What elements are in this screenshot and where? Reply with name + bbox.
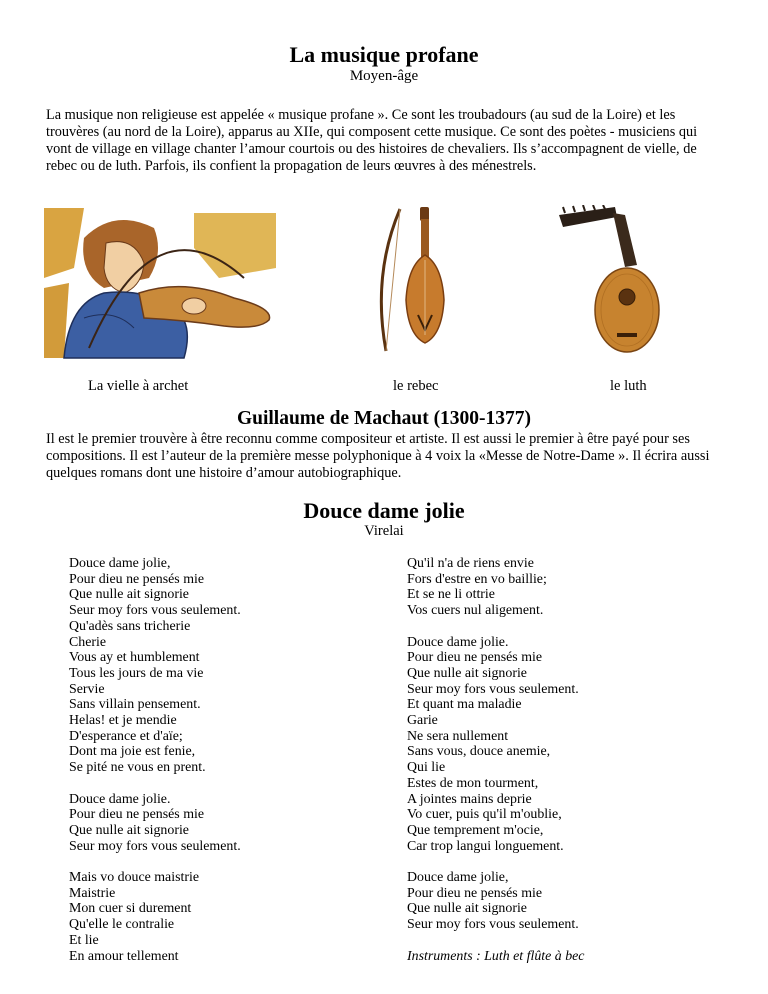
- lyric-line: Qu'elle le contralie: [69, 917, 175, 933]
- lyric-line: Estes de mon tourment,: [407, 775, 539, 791]
- caption-vielle: La vielle à archet: [88, 378, 189, 394]
- lyric-line: Pour dieu ne pensés mie: [407, 885, 543, 901]
- lyric-line: En amour tellement: [69, 948, 179, 964]
- lyric-line: Qui lie: [407, 760, 446, 776]
- lyric-line: Mais vo douce maistrie: [69, 870, 200, 886]
- page-title: La musique profane: [289, 42, 479, 67]
- lyric-line: Que nulle ait signorie: [407, 901, 527, 917]
- machaut-title: Guillaume de Machaut (1300-1377): [236, 408, 532, 429]
- lyric-line: Et lie: [69, 932, 99, 948]
- lyric-line: Vous ay et humblement: [69, 650, 200, 666]
- lyric-line: Helas! et je mendie: [69, 713, 177, 729]
- lyric-line: Qu'il n'a de riens envie: [407, 556, 534, 571]
- page-subtitle: Moyen-âge: [349, 68, 419, 84]
- lyrics-left-column: [69, 556, 241, 980]
- lyric-line: Seur moy fors vous seulement.: [69, 838, 241, 854]
- lyric-line: Qu'adès sans tricherie: [69, 618, 191, 634]
- stanza: [407, 870, 584, 933]
- lyric-line: Sans villain pensement.: [69, 697, 201, 713]
- song-title: Douce dame jolie: [303, 498, 465, 523]
- lyric-line: Pour dieu ne pensés mie: [69, 571, 205, 587]
- song-subtitle: Virelai: [364, 523, 404, 539]
- lyric-line: A jointes mains deprie: [407, 791, 532, 807]
- lyric-line: Pour dieu ne pensés mie: [407, 650, 543, 666]
- lyric-line: Seur moy fors vous seulement.: [407, 917, 579, 933]
- lyrics-right-column: [407, 556, 584, 980]
- instruments-note-text: Instruments : Luth et flûte à bec: [407, 948, 585, 964]
- instruments-note: [407, 949, 584, 965]
- lyric-line: Pour dieu ne pensés mie: [69, 807, 205, 823]
- lyric-line: Dont ma joie est fenie,: [69, 744, 196, 760]
- lyric-line: Vo cuer, puis qu'il m'oublie,: [407, 807, 562, 823]
- intro-paragraph: La musique non religieuse est appelée « musique profane ». Ce sont les troubadours (au sud de la Loire) et les trouvères (au nord de la Loire), apparus au XIIe, qui composent cette musique. Ce sont des poètes - musiciens qui vont de village en village chanter l’amour courtois ou des histoires de chevaliers. Ils s’accompagnent de vielle, de rebec ou de luth. Parfois, ils confient la propagation de leurs œuvres à des ménestrels.: [46, 107, 698, 174]
- lyric-line: Maistrie: [69, 885, 116, 901]
- lyric-line: Douce dame jolie.: [407, 634, 509, 650]
- lyric-line: Que temprement m'ocie,: [407, 822, 544, 838]
- lyric-line: Et se ne li ottrie: [407, 587, 495, 603]
- lyric-line: Tous les jours de ma vie: [69, 665, 204, 681]
- lyric-line: Douce dame jolie,: [69, 556, 171, 571]
- lyric-line: Que nulle ait signorie: [407, 665, 527, 681]
- caption-luth: le luth: [610, 378, 647, 394]
- stanza: [407, 635, 584, 855]
- stanza: [69, 870, 241, 964]
- lyric-line: Que nulle ait signorie: [69, 822, 189, 838]
- vielle-image: [44, 208, 276, 361]
- caption-rebec: le rebec: [393, 378, 439, 394]
- lyric-line: Ne sera nullement: [407, 728, 509, 744]
- lyric-line: Douce dame jolie,: [407, 870, 509, 886]
- lyric-line: Et quant ma maladie: [407, 697, 522, 713]
- lyric-line: D'esperance et d'aïe;: [69, 728, 183, 744]
- lyric-line: Seur moy fors vous seulement.: [407, 681, 579, 697]
- lyric-line: Vos cuers nul aligement.: [407, 603, 544, 619]
- stanza: [69, 792, 241, 855]
- lyric-line: Cherie: [69, 634, 107, 650]
- stanza: [407, 556, 584, 619]
- lyric-line: Sans vous, douce anemie,: [407, 744, 551, 760]
- lyric-line: Servie: [69, 681, 105, 697]
- lyric-line: Seur moy fors vous seulement.: [69, 603, 241, 619]
- rebec-image: [368, 205, 456, 355]
- lyric-line: Car trop langui longuement.: [407, 838, 564, 854]
- stanza: [69, 556, 241, 776]
- luth-image: [555, 205, 667, 355]
- lyric-line: Garie: [407, 713, 438, 729]
- machaut-paragraph: Il est le premier trouvère à être reconnu comme compositeur et artiste. Il est aussi le premier à être payé pour ses compositions. Il est l’auteur de la première messe polyphonique à 4 voix la «Messe de Notre-Dame ». Il écrira aussi quelques romans dont une histoire d’amour autobiographique.: [46, 431, 710, 481]
- lyric-line: Que nulle ait signorie: [69, 587, 189, 603]
- lyric-line: Fors d'estre en vo baillie;: [407, 571, 547, 587]
- lyric-line: Se pité ne vous en prent.: [69, 760, 206, 776]
- lyric-line: Douce dame jolie.: [69, 791, 171, 807]
- lyric-line: Mon cuer si durement: [69, 901, 192, 917]
